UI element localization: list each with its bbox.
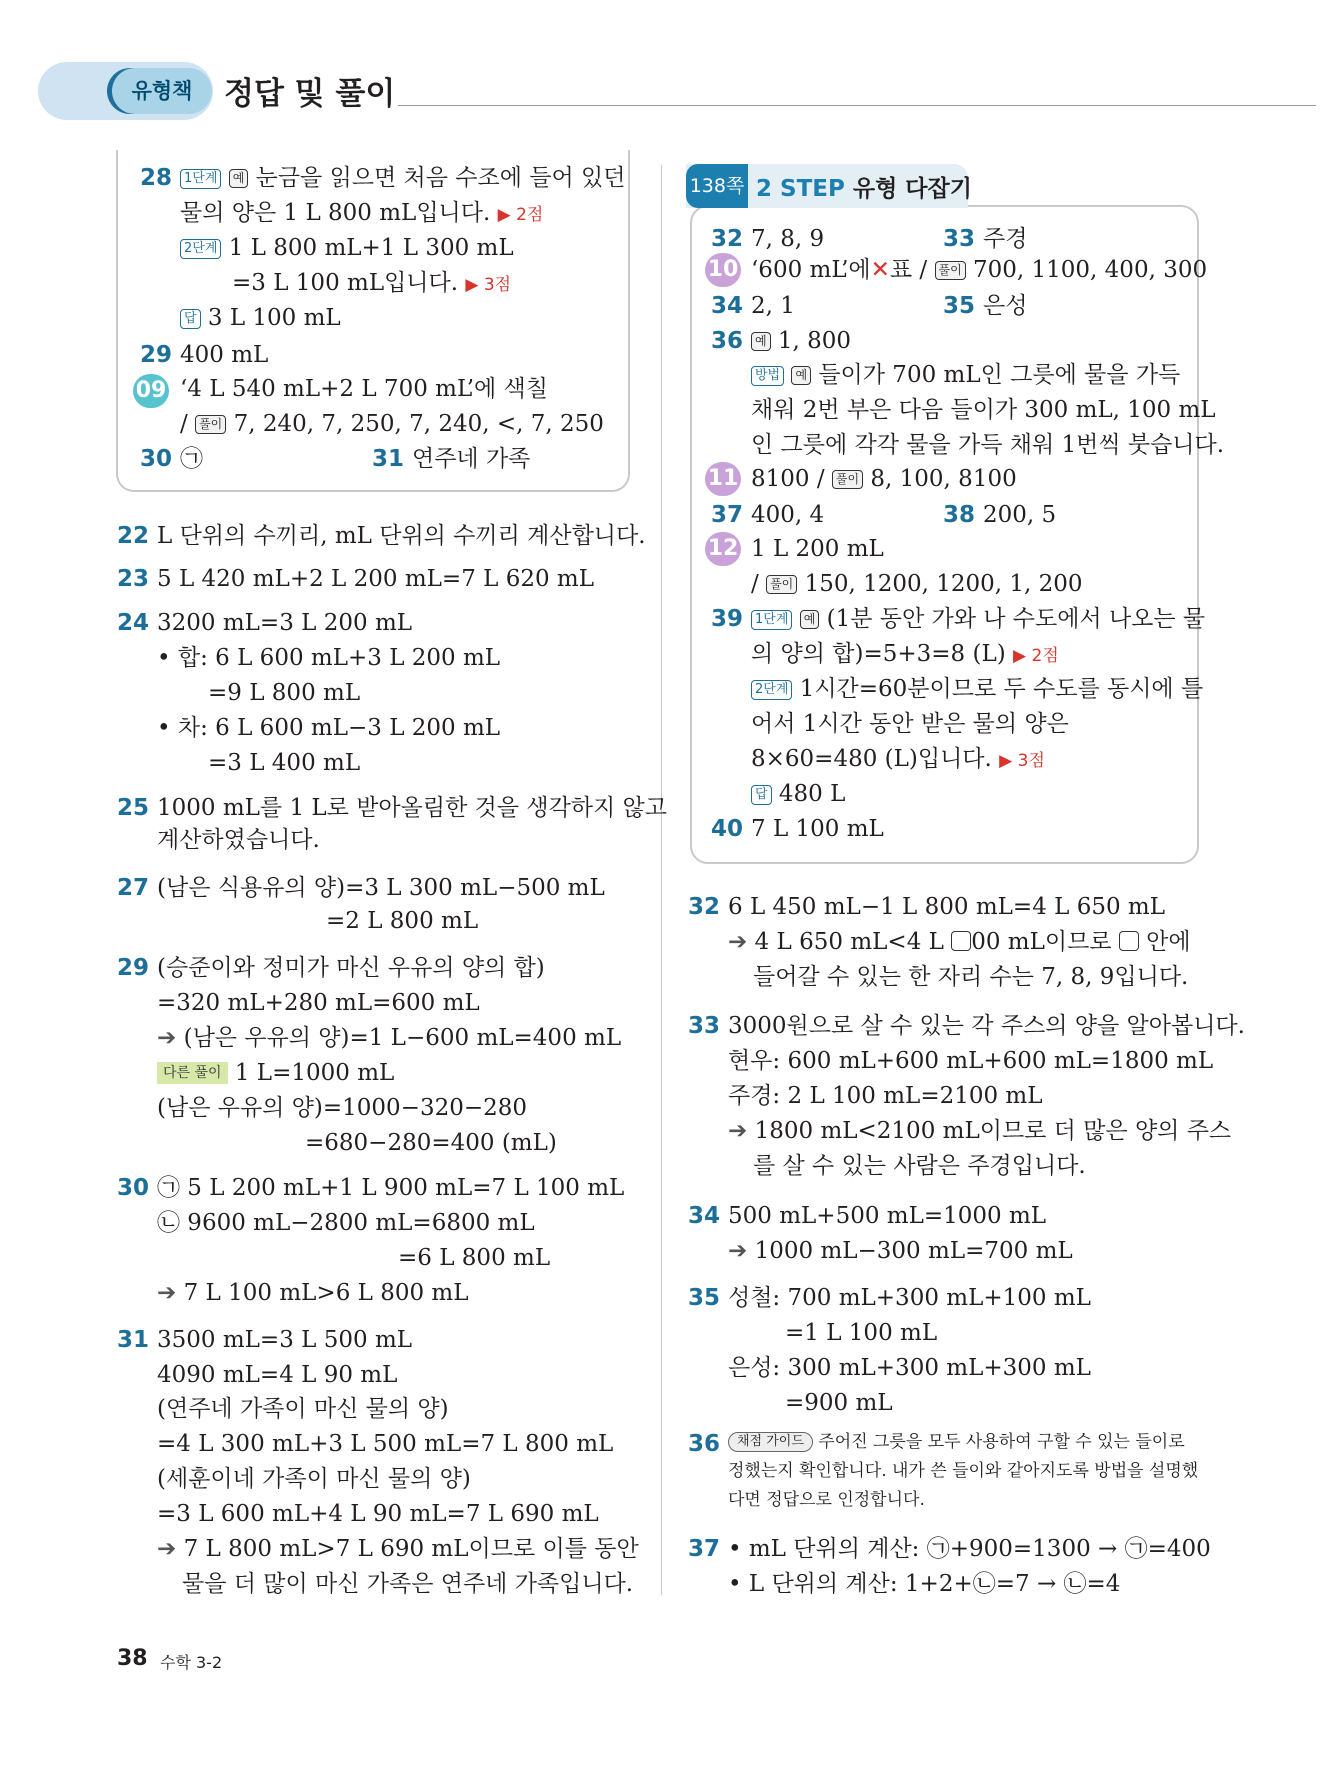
q28-line4: =3 L 100 mL입니다. ▶ 3점 (232, 270, 512, 296)
t35-line1: 성철: 700 mL+300 mL+100 mL (728, 1285, 1091, 1311)
t33-line1: 3000원으로 살 수 있는 각 주스의 양을 알아봅니다. (728, 1013, 1245, 1039)
t33-line4: ➔ 1800 mL<2100 mL이므로 더 많은 양의 주스 (728, 1118, 1232, 1144)
t33-line2: 현우: 600 mL+600 mL+600 mL=1800 mL (728, 1048, 1214, 1074)
r36-number: 36 (711, 328, 744, 354)
t32-line2: ➔ 4 L 650 mL<4 L 00 mL이므로 안에 (728, 929, 1191, 955)
t33-line3: 주경: 2 L 100 mL=2100 mL (728, 1083, 1043, 1109)
t32-line3: 들어갈 수 있는 한 자리 수는 7, 8, 9입니다. (753, 964, 1189, 990)
s29-line1: (승준이와 정미가 마신 우유의 양의 합) (157, 955, 545, 981)
r12-line1: 1 L 200 mL (751, 536, 884, 562)
r36-method-line2: 채워 2번 부은 다음 들이가 300 mL, 100 mL (751, 397, 1216, 423)
t37-number: 37 (688, 1536, 721, 1562)
r38-number: 38 (943, 502, 976, 528)
t35-line3: 은성: 300 mL+300 mL+300 mL (728, 1355, 1091, 1381)
r39-line1: 1단계 예 (1분 동안 가와 나 수도에서 나오는 물 (751, 604, 1205, 634)
r36-method-line3: 인 그릇에 각각 물을 가득 채워 1번씩 붓습니다. (751, 432, 1225, 458)
r36-method-line1: 방법 예 들이가 700 mL인 그릇에 물을 가득 (751, 360, 1180, 390)
r39-number: 39 (711, 606, 744, 632)
r35-number: 35 (943, 293, 976, 319)
q29-answer: 400 mL (180, 342, 269, 368)
q28-line2: 물의 양은 1 L 800 mL입니다. ▶ 2점 (180, 200, 544, 226)
q30-answer: ㉠ (180, 446, 203, 472)
r39-line4: 어서 1시간 동안 받은 물의 양은 (751, 711, 1069, 737)
t35-line4: =900 mL (785, 1390, 893, 1416)
t33-number: 33 (688, 1013, 721, 1039)
s30-line3: =6 L 800 mL (398, 1245, 551, 1271)
r40-answer: 7 L 100 mL (751, 816, 884, 842)
r10-circle: 10 (705, 253, 741, 287)
t34-line2: ➔ 1000 mL−300 mL=700 mL (728, 1238, 1073, 1264)
s24-line5: =3 L 400 mL (208, 750, 361, 776)
s31-number: 31 (117, 1327, 150, 1353)
blank-box (951, 931, 971, 951)
q31-answer: 연주네 가족 (412, 446, 531, 472)
s24-line4: • 차: 6 L 600 mL−3 L 200 mL (157, 715, 501, 741)
s31-line1: 3500 mL=3 L 500 mL (157, 1327, 413, 1353)
t36-number: 36 (688, 1431, 721, 1457)
q28-line1: 1단계 예 눈금을 읽으면 처음 수조에 들어 있던 (180, 163, 625, 193)
r39-line2: 의 양의 합)=5+3=8 (L) ▶ 2점 (751, 641, 1059, 667)
s29-line3: ➔ (남은 우유의 양)=1 L−600 mL=400 mL (157, 1025, 622, 1051)
s31-line8: 물을 더 많이 마신 가족은 연주네 가족입니다. (182, 1571, 634, 1597)
s29-line2: =320 mL+280 mL=600 mL (157, 990, 480, 1016)
s31-line3: (연주네 가족이 마신 물의 양) (157, 1396, 449, 1422)
s24-line1: 3200 mL=3 L 200 mL (157, 610, 413, 636)
r39-line3: 2단계 1시간=60분이므로 두 수도를 동시에 틀 (751, 674, 1203, 704)
r40-number: 40 (711, 816, 744, 842)
blank-box (1119, 931, 1139, 951)
q28-answer: 답 3 L 100 mL (180, 303, 341, 333)
q28-line3: 2단계 1 L 800 mL+1 L 300 mL (180, 233, 514, 263)
s25-line1: 1000 mL를 1 L로 받아올림한 것을 생각하지 않고 (157, 795, 667, 821)
t34-line1: 500 mL+500 mL=1000 mL (728, 1203, 1047, 1229)
r35-answer: 은성 (983, 293, 1028, 319)
s24-line3: =9 L 800 mL (208, 680, 361, 706)
r36-answer: 예 1, 800 (751, 326, 851, 356)
r38-answer: 200, 5 (983, 502, 1057, 528)
s31-line4: =4 L 300 mL+3 L 500 mL=7 L 800 mL (157, 1431, 614, 1457)
s24-line2: • 합: 6 L 600 mL+3 L 200 mL (157, 645, 501, 671)
r32-number: 32 (711, 226, 744, 252)
q28-number: 28 (140, 165, 173, 191)
page-number: 38 (117, 1646, 148, 1671)
s30-line2: ㉡ 9600 mL−2800 mL=6800 mL (157, 1210, 535, 1236)
s29-line4: 다른 풀이 1 L=1000 mL (157, 1058, 394, 1088)
r34-number: 34 (711, 293, 744, 319)
s22-line: L 단위의 수끼리, mL 단위의 수끼리 계산합니다. (157, 523, 646, 549)
r11-line: 8100 / 풀이 8, 100, 8100 (751, 466, 1017, 492)
s23-line: 5 L 420 mL+2 L 200 mL=7 L 620 mL (157, 566, 595, 592)
s30-line4: ➔ 7 L 100 mL>6 L 800 mL (157, 1280, 469, 1306)
r11-circle: 11 (705, 462, 741, 496)
column-divider (661, 165, 662, 1595)
s29-line5: (남은 우유의 양)=1000−320−280 (157, 1095, 528, 1121)
s24-number: 24 (117, 610, 150, 636)
r37-number: 37 (711, 502, 744, 528)
q09-line2: / 풀이 7, 240, 7, 250, 7, 240, <, 7, 250 (180, 411, 604, 437)
r37-answer: 400, 4 (751, 502, 825, 528)
s31-line5: (세훈이네 가족이 마신 물의 양) (157, 1466, 471, 1492)
s27-number: 27 (117, 875, 150, 901)
r32-answer: 7, 8, 9 (751, 226, 825, 252)
s25-line2: 계산하였습니다. (157, 827, 320, 853)
s23-number: 23 (117, 566, 150, 592)
r12-circle: 12 (705, 532, 741, 566)
t36-line3: 다면 정답으로 인정합니다. (728, 1490, 925, 1510)
r34-answer: 2, 1 (751, 293, 795, 319)
s30-line1: ㉠ 5 L 200 mL+1 L 900 mL=7 L 100 mL (157, 1175, 625, 1201)
q09-circle: 09 (133, 374, 169, 408)
t32-line1: 6 L 450 mL−1 L 800 mL=4 L 650 mL (728, 894, 1166, 920)
s22-number: 22 (117, 523, 150, 549)
header-rule (398, 105, 1316, 106)
r33-number: 33 (943, 226, 976, 252)
t33-line5: 를 살 수 있는 사람은 주경입니다. (753, 1153, 1086, 1179)
s27-line1: (남은 식용유의 양)=3 L 300 mL−500 mL (157, 875, 605, 901)
t36-line2: 정했는지 확인합니다. 내가 쓴 들이와 같아지도록 방법을 설명했 (728, 1461, 1199, 1481)
t35-line2: =1 L 100 mL (785, 1320, 938, 1346)
r39-line5: 8×60=480 (L)입니다. ▶ 3점 (751, 746, 1045, 772)
book-badge: 유형책 (112, 68, 212, 114)
book-name: 수학 3-2 (160, 1653, 223, 1672)
t36-line1: 채점 가이드 주어진 그릇을 모두 사용하여 구할 수 있는 들이로 (728, 1427, 1185, 1457)
s29-number: 29 (117, 955, 150, 981)
s31-line7: ➔ 7 L 800 mL>7 L 690 mL이므로 이틀 동안 (157, 1536, 639, 1562)
s31-line2: 4090 mL=4 L 90 mL (157, 1362, 398, 1388)
s30-number: 30 (117, 1175, 150, 1201)
r39-answer: 답 480 L (751, 779, 845, 809)
t37-line2: • L 단위의 계산: 1+2+㉡=7 → ㉡=4 (728, 1571, 1121, 1597)
q30-number: 30 (140, 446, 173, 472)
step-title: 2 STEP 유형 다잡기 (756, 176, 972, 202)
t35-number: 35 (688, 1285, 721, 1311)
t34-number: 34 (688, 1203, 721, 1229)
t37-line1: • mL 단위의 계산: ㉠+900=1300 → ㉠=400 (728, 1536, 1211, 1562)
step-page-ref: 138쪽 (686, 164, 748, 208)
s25-number: 25 (117, 795, 150, 821)
r12-line2: / 풀이 150, 1200, 1200, 1, 200 (751, 571, 1083, 597)
r33-answer: 주경 (983, 226, 1028, 252)
page-title: 정답 및 풀이 (224, 76, 396, 112)
s31-line6: =3 L 600 mL+4 L 90 mL=7 L 690 mL (157, 1501, 599, 1527)
q29-number: 29 (140, 342, 173, 368)
q09-line1: ‘4 L 540 mL+2 L 700 mL’에 색칠 (180, 376, 548, 402)
s27-line2: =2 L 800 mL (326, 908, 479, 934)
s29-line6: =680−280=400 (mL) (305, 1130, 557, 1156)
t32-number: 32 (688, 894, 721, 920)
r10-line: ‘600 mL’에✕표 / 풀이 700, 1100, 400, 300 (751, 257, 1208, 283)
q31-number: 31 (372, 446, 405, 472)
